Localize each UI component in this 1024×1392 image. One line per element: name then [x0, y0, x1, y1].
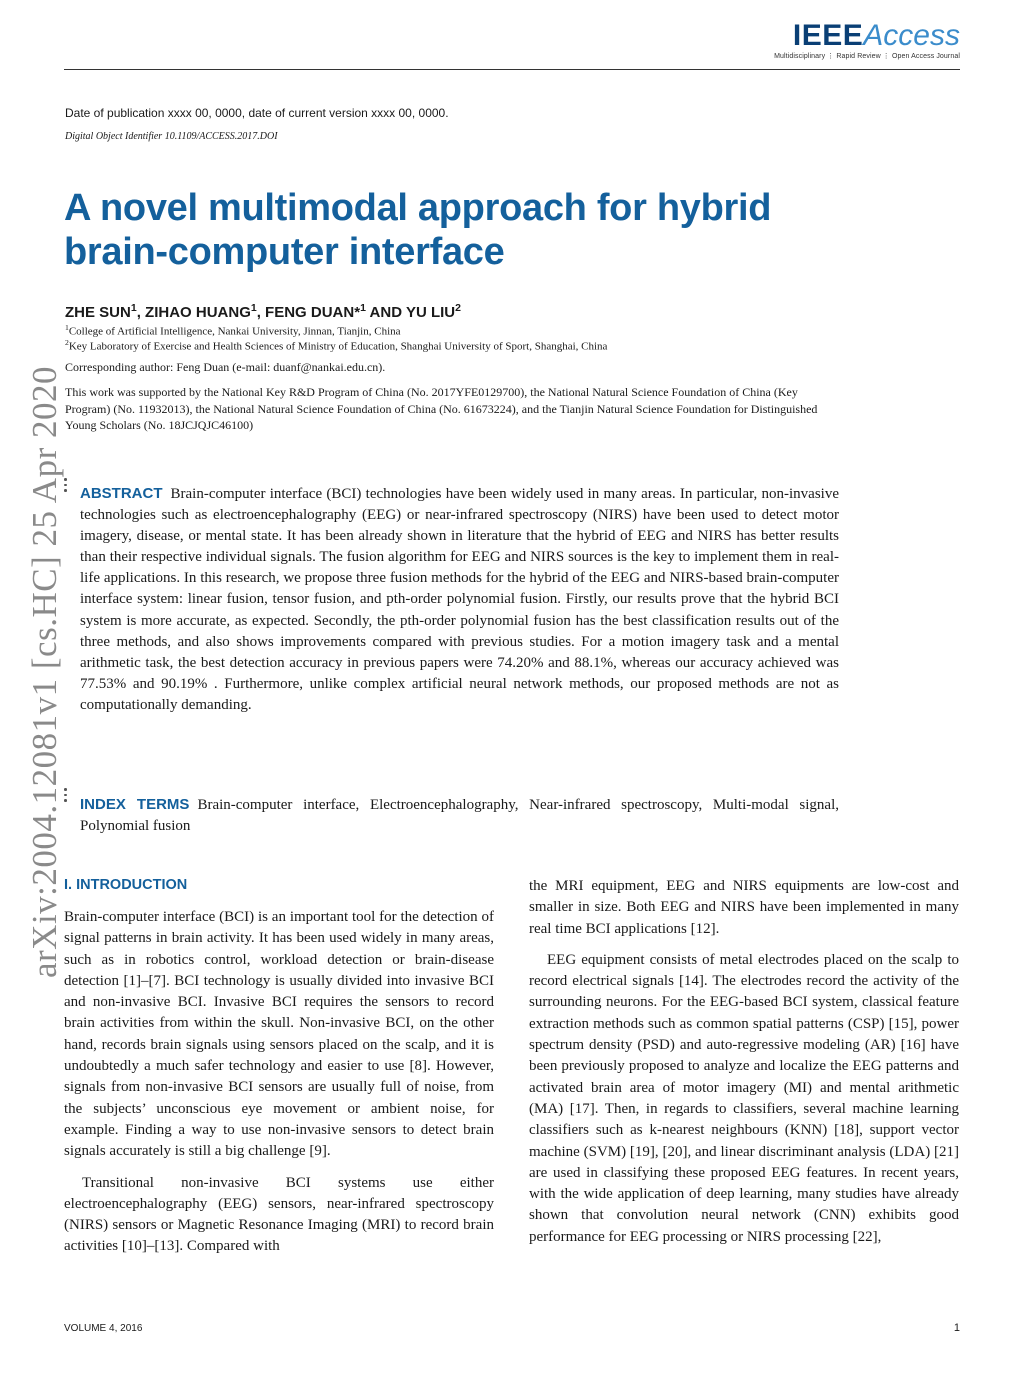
author-affil-mark: 2 [455, 302, 461, 314]
left-column [64, 907, 494, 1258]
journal-logo [774, 18, 960, 60]
title-line-1: A novel multimodal approach for hybrid [64, 187, 772, 229]
abstract-heading: ABSTRACT [80, 485, 163, 502]
author-name: FENG DUAN* [265, 304, 361, 321]
body-paragraph: EEG equipment consists of metal electrodes placed on the scalp to record electrical signals [14]. The electrodes record the activity of the surrounding neurons. For the EEG-based BCI system, classical feature extraction methods such as common spatial patterns (CSP) [15], power spectrum density (PSD) and auto-regressive modeling (AR) [16] have been previously proposed to analyze and localize the EEG patterns and activated brain area of motor imagery (MI) and mental arithmetic (MA) [17]. Then, in regards to classifiers, several machine learning classifiers such as k-nearest neighbours (KNN) [18], support vector machine (SVM) [19], [20], and linear discriminant analysis (LDA) [21] are used in classifying these proposed EEG features. In recent years, with the wide application of deep learning, many studies have already shown that convolution neural network (CNN) exhibits good performance for EEG processing or NIRS processing [22], [529, 951, 959, 1245]
right-column [529, 876, 959, 1248]
logo-ieee: IEEE [792, 19, 864, 52]
author-list: ZHE SUN$^1$, ZIHAO HUANG$^1$, FENG DUAN*$^1$ AND YU LIU$^2$ [65, 302, 461, 321]
paper-title [64, 186, 944, 274]
author-name: YU LIU [405, 304, 456, 321]
abstract-block [80, 483, 839, 716]
author-affil-mark: 1 [130, 302, 137, 314]
body-paragraph: Brain-computer interface (BCI) is an important tool for the detection of signal patterns in brain activity. It has been used widely in many areas, such as in robotics control, workload detection or brain-disease detection [1]–[7]. BCI technology is usually divided into invasive BCI and non-invasive BCI. Invasive BCI requires the sensors to record brain activities from within the skull. Non-invasive BCI, on the other hand, records brain signals using sensors placed on the scalp, and it is undoubtedly a much safer technology and easier to use [8]. However, signals from non-invasive BCI sensors are usually full of noise, from the subjects’ unconscious eye movement or ambient noise, for example. Finding a way to use non-invasive sensors to detect brain signals accurately is still a big challenge [9]. [64, 909, 494, 1160]
author-name: ZIHAO HUANG [145, 304, 251, 321]
author-name: ZHE SUN [65, 304, 131, 321]
affiliation-text: Key Laboratory of Exercise and Health Sciences of Ministry of Education, Shanghai University of Sport, Shanghai, China [68, 340, 608, 353]
page-number: 1 [953, 1322, 960, 1334]
index-terms-dots-marker [64, 788, 68, 805]
author-affil-mark: 1 [360, 302, 366, 314]
index-terms-block [80, 794, 839, 837]
doi-line: Digital Object Identifier 10.1109/ACCESS.2017.DOI [65, 131, 278, 142]
affiliation [65, 323, 401, 338]
body-paragraph: the MRI equipment, EEG and NIRS equipments are low-cost and smaller in size. Both EEG and NIRS have been implemented in many real time BCI applications [12]. [529, 878, 959, 937]
author-connector: AND [369, 304, 403, 321]
publication-date: Date of publication xxxx 00, 0000, date of current version xxxx 00, 0000. [65, 106, 449, 120]
section-heading: I. INTRODUCTION [64, 877, 188, 893]
title-line-2: brain-computer interface [64, 231, 505, 273]
author-affil-mark: 1 [250, 302, 257, 314]
abstract-dots-marker [64, 478, 68, 495]
affiliation [65, 338, 607, 353]
arxiv-stamp: arXiv:2004.12081v1 [cs.HC] 25 Apr 2020 [25, 365, 64, 979]
footer-volume: VOLUME 4, 2016 [64, 1323, 143, 1334]
index-terms-text: Brain-computer interface, Electroencephalography, Near-infrared spectroscopy, Multi-modal signal, Polynomial fusion [80, 797, 839, 834]
funding-note: This work was supported by the National Key R&D Program of China (No. 2017YFE0129700), the National Natural Science Foundation of China (Key Program) (No. 11932013), the National Natural Science Foundation of China (No. 61673224), and the Tianjin Natural Science Foundation for Distinguished Young Scholars (No. 18JCJQJC46100) [65, 385, 818, 432]
index-terms-heading: INDEX TERMS [80, 796, 190, 813]
affiliation-text: College of Artificial Intelligence, Nankai University, Jinnan, Tianjin, China [68, 325, 401, 338]
body-paragraph: Transitional non-invasive BCI systems use either electroencephalography (EEG) sensors, near-infrared spectroscopy (NIRS) sensors or Magnetic Resonance Imaging (MRI) to record brain activities [10]–[13]. Compared with [64, 1174, 494, 1255]
affiliation-number: 2 [65, 338, 69, 347]
affiliation-number: 1 [65, 323, 69, 332]
logo-access: Access [863, 19, 960, 52]
abstract-text: Brain-computer interface (BCI) technologies have been widely used in many areas. In particular, non-invasive technologies such as electroencephalography (EEG) or near-infrared spectroscopy (NIRS) have been used to detect motor imagery, disease, or mental state. It has been already shown in literature that the hybrid of EEG and NIRS has better results than their respective individual signals. The fusion algorithm for EEG and NIRS sources is the key to implement them in real-life applications. In this research, we propose three fusion methods for the hybrid of the EEG and NIRS-based brain-computer interface system: linear fusion, tensor fusion, and pth-order polynomial fusion. Firstly, our results prove that the hybrid BCI system is more accurate, as expected. Secondly, the pth-order polynomial fusion has the best classification results out of the three methods, and also shows improvements compared with previous studies. For a motion imagery task and a mental arithmetic task, the best detection accuracy in previous papers were 74.20% and 88.1%, whereas our accuracy achieved was 77.53% and 90.19% . Furthermore, unlike complex artificial neural network methods, our proposed methods are not as computationally demanding. [80, 486, 839, 713]
logo-tagline: Multidisciplinary ⋮ Rapid Review ⋮ Open Access Journal [774, 53, 960, 60]
header-divider [64, 69, 960, 70]
corresponding-author: Corresponding author: Feng Duan (e-mail: duanf@nankai.edu.cn). [65, 360, 386, 374]
